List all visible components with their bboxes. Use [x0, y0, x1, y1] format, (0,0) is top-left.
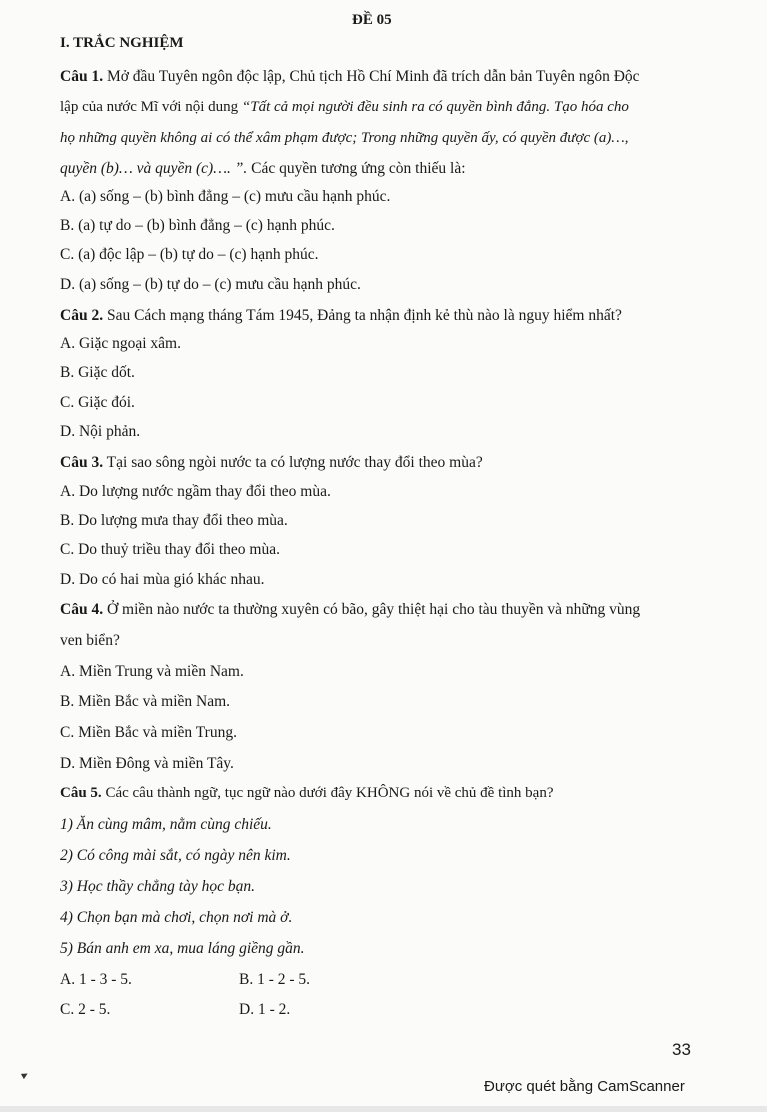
question-2 — [60, 307, 622, 325]
question-3-text: Tại sao sông ngòi nước ta có lượng nước thay đổi theo mùa? — [103, 454, 483, 471]
question-1-option-c[interactable]: C. (a) độc lập – (b) tự do – (c) hạnh phúc. — [60, 246, 319, 263]
question-3-option-a[interactable]: A. Do lượng nước ngầm thay đổi theo mùa. — [60, 483, 331, 500]
question-5-item-4: 4) Chọn bạn mà chơi, chọn nơi mà ở. — [60, 909, 293, 926]
question-1-quote-start: “Tất cả mọi người đều sinh ra có quyền bình đẳng. Tạo hóa cho — [241, 99, 629, 115]
bottom-bar — [0, 1106, 767, 1112]
question-2-option-d[interactable]: D. Nội phản. — [60, 423, 141, 440]
question-2-option-a[interactable]: A. Giặc ngoại xâm. — [60, 335, 181, 352]
question-4-option-d[interactable]: D. Miền Đông và miền Tây. — [60, 755, 234, 772]
question-4-option-b[interactable]: B. Miền Bắc và miền Nam. — [60, 693, 231, 710]
question-2-text: Sau Cách mạng tháng Tám 1945, Đảng ta nhận định kẻ thù nào là nguy hiểm nhất? — [103, 307, 622, 324]
question-5-option-b[interactable]: B. 1 - 2 - 5. — [239, 971, 311, 988]
question-4-option-a[interactable]: A. Miền Trung và miền Nam. — [60, 663, 244, 680]
question-1-quote-end: quyền (b)… và quyền (c)…. ”. — [60, 160, 248, 177]
question-5-text: Các câu thành ngữ, tục ngữ nào dưới đây KHÔNG nói về chủ đề tình bạn? — [101, 785, 554, 801]
section-heading: I. TRẮC NGHIỆM — [60, 35, 184, 51]
question-1-line-2 — [60, 99, 629, 116]
question-5-option-c[interactable]: C. 2 - 5. — [60, 1001, 111, 1018]
question-5-item-2: 2) Có công mài sắt, có ngày nên kim. — [60, 847, 291, 864]
question-1-line-4 — [60, 160, 466, 178]
question-3-option-d[interactable]: D. Do có hai mùa gió khác nhau. — [60, 571, 265, 588]
question-3-number: Câu 3. — [60, 454, 104, 471]
question-1-line-1 — [60, 68, 640, 86]
exam-title: ĐỀ 05 — [352, 12, 392, 28]
question-2-option-b[interactable]: B. Giặc dốt. — [60, 364, 135, 381]
question-1-text-normal: lập của nước Mĩ với nội dung — [60, 99, 242, 115]
question-3 — [60, 454, 483, 472]
question-5-item-1: 1) Ăn cùng mâm, nằm cùng chiếu. — [60, 816, 272, 833]
question-1-number: Câu 1. — [60, 68, 104, 85]
question-5-option-a[interactable]: A. 1 - 3 - 5. — [60, 971, 132, 988]
question-1-text: Mở đầu Tuyên ngôn độc lập, Chủ tịch Hồ Chí Minh đã trích dẫn bản Tuyên ngôn Độc — [103, 68, 640, 85]
question-1-option-a[interactable]: A. (a) sống – (b) bình đẳng – (c) mưu cầu hạnh phúc. — [60, 188, 391, 205]
question-5-item-3: 3) Học thầy chẳng tày học bạn. — [60, 878, 255, 895]
question-4-line-2: ven biển? — [60, 632, 120, 649]
question-1-option-d[interactable]: D. (a) sống – (b) tự do – (c) mưu cầu hạnh phúc. — [60, 276, 361, 293]
question-1-line-3: họ những quyền không ai có thể xâm phạm được; Trong những quyền ấy, có quyền được (a)…, — [60, 130, 629, 146]
question-4-line-1 — [60, 601, 640, 619]
question-4-text: Ở miền nào nước ta thường xuyên có bão, gây thiệt hại cho tàu thuyền và những vùng — [103, 601, 641, 618]
question-4-option-c[interactable]: C. Miền Bắc và miền Trung. — [60, 724, 237, 741]
question-5 — [60, 785, 553, 802]
question-3-option-b[interactable]: B. Do lượng mưa thay đổi theo mùa. — [60, 512, 288, 529]
cursor-arrow-icon — [21, 1071, 29, 1079]
question-2-option-c[interactable]: C. Giặc đói. — [60, 394, 135, 411]
page-number: 33 — [672, 1040, 691, 1059]
question-2-number: Câu 2. — [60, 307, 104, 324]
scanner-watermark: Được quét bằng CamScanner — [484, 1078, 685, 1095]
question-1-option-b[interactable]: B. (a) tự do – (b) bình đẳng – (c) hạnh phúc. — [60, 217, 335, 234]
question-1-prompt: Các quyền tương ứng còn thiếu là: — [247, 160, 466, 177]
question-5-number: Câu 5. — [60, 785, 102, 801]
question-5-item-5: 5) Bán anh em xa, mua láng giềng gần. — [60, 940, 305, 957]
question-4-number: Câu 4. — [60, 601, 104, 618]
question-5-option-d[interactable]: D. 1 - 2. — [239, 1001, 291, 1018]
question-3-option-c[interactable]: C. Do thuỷ triều thay đổi theo mùa. — [60, 541, 280, 558]
